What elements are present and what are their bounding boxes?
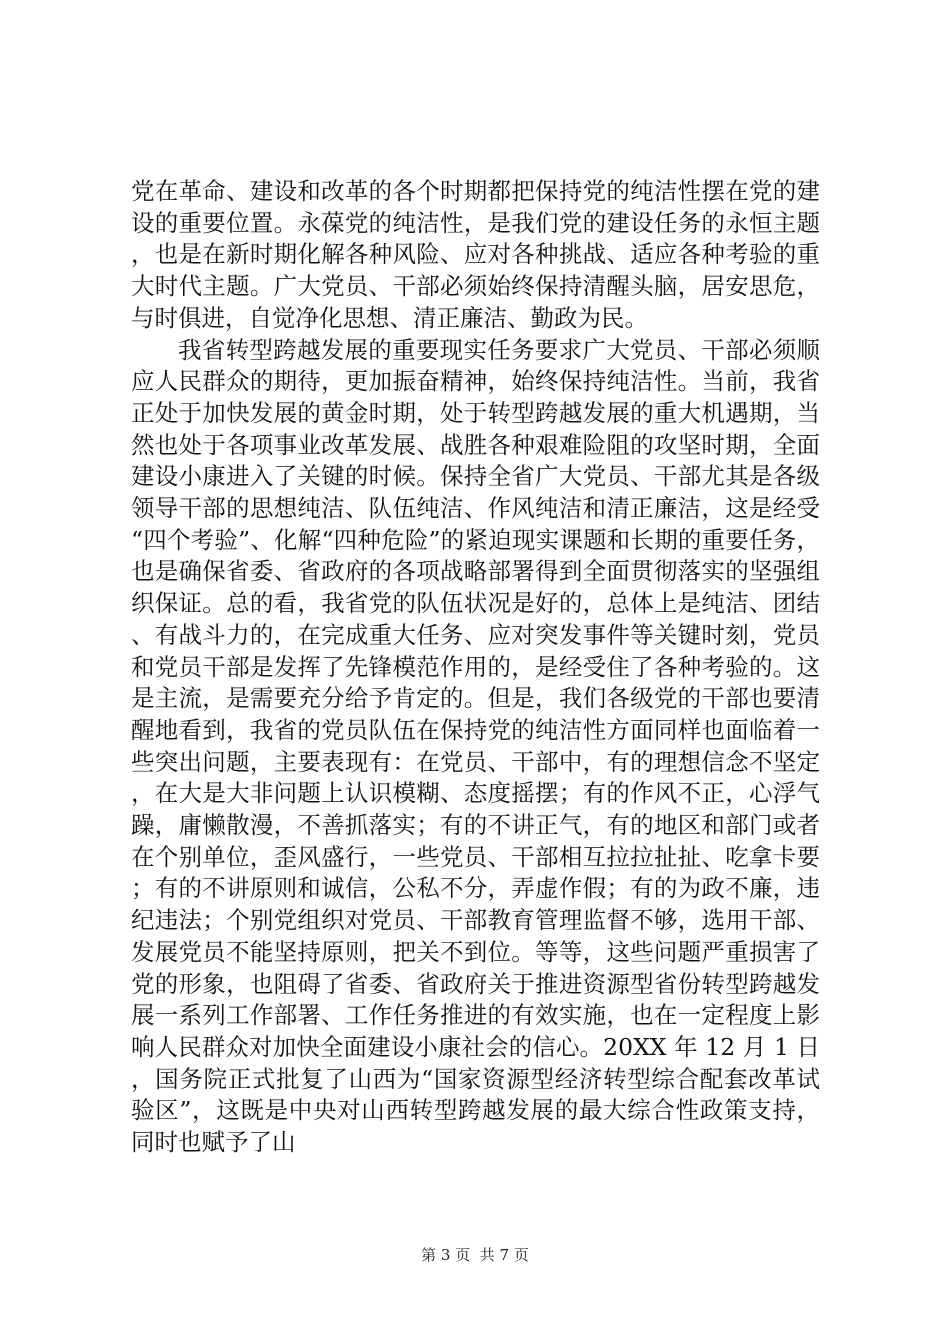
paragraph-1: 党在革命、建设和改革的各个时期都把保持党的纯洁性摆在党的建设的重要位置。永葆党的纯洁性，是我们党的建设任务的永恒主题，也是在新时期化解各种风险、应对各种挑战、适应各种考验的重大时代主题。广大党员、干部必须始终保持清醒头脑，居安思危，与时俱进，自觉净化思想、清正廉洁、勤政为民。 [131,177,820,332]
body-text [131,176,820,1159]
page-footer [0,1245,950,1265]
page-number: 第 3 页 共 7 页 [421,1246,529,1264]
paragraph-2: 我省转型跨越发展的重要现实任务要求广大党员、干部必须顺应人民群众的期待，更加振奋精神，始终保持纯洁性。当前，我省正处于加快发展的黄金时期，处于转型跨越发展的重大机遇期，当然也处于各项事业改革发展、战胜各种艰难险阻的攻坚时期，全面建设小康进入了关键的时候。保持全省广大党员、干部尤其是各级领导干部的思想纯洁、队伍纯洁、作风纯洁和清正廉洁，这是经受“四个考验”、化解“四种危险”的紧迫现实课题和长期的重要任务，也是确保省委、省政府的各项战略部署得到全面贯彻落实的坚强组织保证。总的看，我省党的队伍状况是好的，总体上是纯洁、团结、有战斗力的，在完成重大任务、应对突发事件等关键时刻，党员和党员干部是发挥了先锋模范作用的，是经受住了各种考验的。这是主流，是需要充分给予肯定的。但是，我们各级党的干部也要清醒地看到，我省的党员队伍在保持党的纯洁性方面同样也面临着一些突出问题，主要表现有：在党员、干部中，有的理想信念不坚定，在大是大非问题上认识模糊、态度摇摆；有的作风不正，心浮气躁，庸懒散漫，不善抓落实；有的不讲正气，有的地区和部门或者在个别单位，歪风盛行，一些党员、干部相互拉拉扯扯、吃拿卡要；有的不讲原则和诚信，公私不分，弄虚作假；有的为政不廉，违纪违法；个别党组织对党员、干部教育管理监督不够，选用干部、发展党员不能坚持原则，把关不到位。等等，这些问题严重损害了党的形象，也阻碍了省委、省政府关于推进资源型省份转型跨越发展一系列工作部署、工作任务推进的有效实施，也在一定程度上影响人民群众对加快全面建设小康社会的信心。20XX 年 12 月 1 日，国务院正式批复了山西为“国家资源型经济转型综合配套改革试验区”，这既是中央对山西转型跨越发展的最大综合性政策支持，同时也赋予了山 [131,335,820,1157]
